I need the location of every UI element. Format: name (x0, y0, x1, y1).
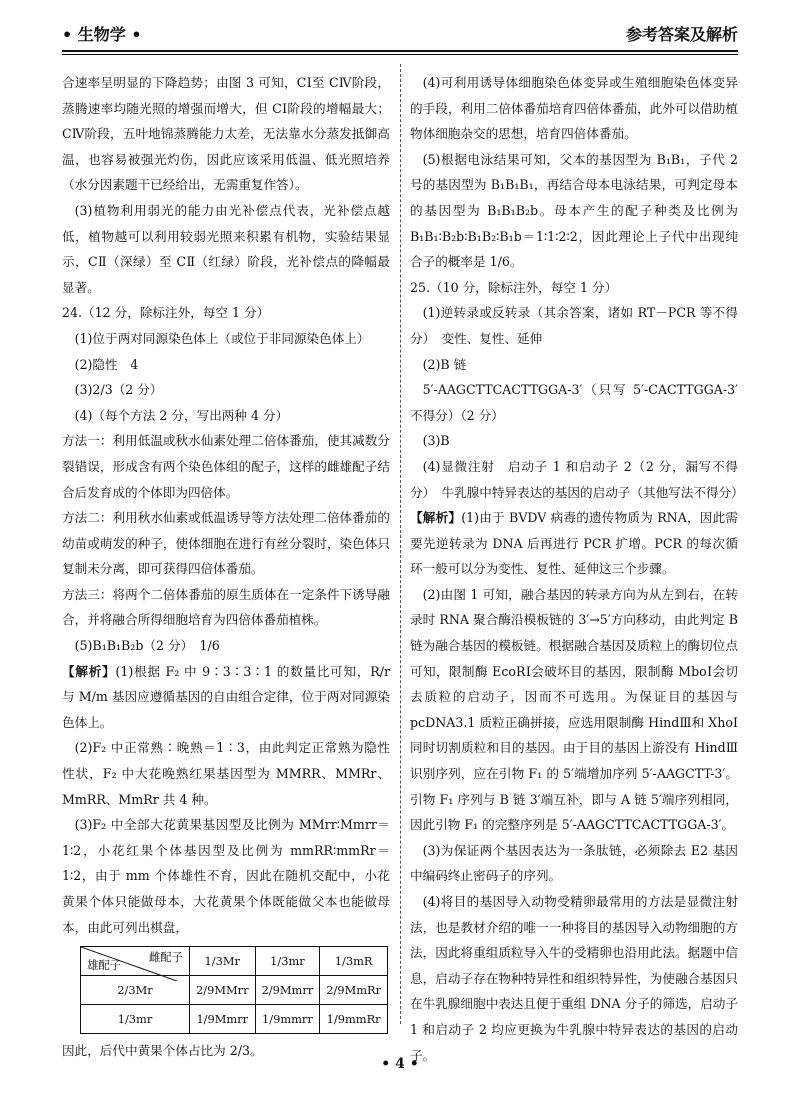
col-header: 1/3mR (320, 947, 388, 976)
table-cell: 1/9mmrr (255, 1005, 320, 1034)
q24-method-1: 方法一：利用低温或秋水仙素处理二倍体番茄，使其减数分裂错误，形成含有两个染色体组的配子，这样的雌雄配子结合后发育成的个体即为四倍体。 (62, 433, 390, 500)
q24-answer-3: (3)2/3（2 分） (74, 382, 163, 398)
analysis-tag: 【解析】 (410, 510, 462, 526)
q25-answer-2: (2)B 链 (422, 356, 467, 372)
q24-analysis-2: (2)F₂ 中正常熟∶晚熟＝1∶3，由此判定正常熟为隐性性状，F₂ 中大花晚熟红果基因型为 MMRR、MMRr、MmRR、MmRr 共 4 种。 (62, 740, 390, 807)
column-divider (400, 64, 401, 1024)
table-cell: 1/9mmRr (320, 1005, 388, 1034)
q25-primer-sequence: 5′-AAGCTTCACTTGGA-3′（只写 5′-CACTTGGA-3′ 不得分）（2 分） (410, 382, 738, 423)
analysis-tag: 【解析】 (62, 663, 116, 679)
table-cell: 2/9Mmrr (255, 976, 320, 1005)
q25-answer-1: (1)逆转录或反转录（其余答案，诸如 RT－PCR 等不得分） 变性、复性、延伸 (410, 305, 738, 346)
q24-analysis-3: (3)F₂ 中全部大花黄果基因型及比例为 MMrr∶Mmrr＝1∶2，小花红果个体基因型及比例为 mmRR∶mmRr＝1∶2，由于 mm 个体雄性不育，因此在随机交配中，小花黄果个体只能做母本，大花黄果个体既能做父本也能做母本，由此可列出棋盘， (62, 817, 390, 935)
q25-answer-4: (4)显微注射 启动子 1 和启动子 2（2 分，漏写不得分） 牛乳腺中特异表达的基因的启动子（其他写法不得分） (410, 458, 744, 500)
row-header: 1/3mr (81, 1005, 190, 1034)
q24-analysis-1: (1)根据 F₂ 中 9∶3∶3∶1 的数量比可知，R/r 与 M/m 基因应遵循基因的自由组合定律，位于两对同源染色体上。 (62, 663, 390, 730)
q23-part3: (3)植物利用弱光的能力由光补偿点代表，光补偿点越低，植物越可以利用较弱光照来积累有机物，实验结果显示，CⅡ（深绿）至 CⅡ（红绿）阶段，光补偿点的降幅最显著。 (62, 202, 390, 295)
header-rule (62, 50, 738, 52)
table-cell: 2/9MmRr (320, 976, 388, 1005)
q25-answer-3: (3)B (422, 433, 450, 449)
q25-title: 25.（10 分，除标注外，每空 1 分） (410, 279, 618, 295)
q24-answer-2: (2)隐性 4 (74, 356, 139, 372)
header-rule-thin (62, 54, 738, 55)
q24-method-2: 方法二：利用秋水仙素或低温诱导等方法处理二倍体番茄的幼苗或萌发的种子，使体细胞在进行有丝分裂时，染色体只复制未分离，即可获得四倍体番茄。 (62, 510, 390, 577)
q25-analysis-4: (4)将目的基因导入动物受精卵最常用的方法是显微注射法，也是教材介绍的唯一一种将目的基因导入动物细胞的方法，因此将重组质粒导入牛的受精卵也沿用此法。据题中信息，启动子存在物种特异性和组织特异性，为使融合基因只在牛乳腺细胞中表达且便于重组 DNA 分子的筛选，启动子 1 和启动子 2 均应更换为牛乳腺中特异表达的基因的启动子。 (410, 894, 738, 1063)
table-cell: 2/9MMrr (190, 976, 256, 1005)
q23-continuation: 合速率呈明显的下降趋势；由图 3 可知，CⅠ至 CⅣ阶段，蒸腾速率均随光照的增强而增大，但 CⅠ阶段的增幅最大；CⅣ阶段，五叶地锦蒸腾能力太差，无法靠水分蒸发抵御高温，也容易被强光灼伤，因此应该采用低温、低光照培养（水分因素题干已经给出，无需重复作答）。 (62, 75, 390, 193)
q25-analysis-3: (3)为保证两个基因表达为一条肽链，必须除去 E2 基因中编码终止密码子的序列。 (410, 842, 738, 884)
page-number: • 4 • (381, 1056, 419, 1072)
q25-analysis-2: (2)由图 1 可知，融合基因的转录方向为从左到右，在转录时 RNA 聚合酶沿模板链的 3′→5′方向移动，由此判定 B 链为融合基因的模板链。根据融合基因及质粒上的酶切位点可知，限制酶 EcoRⅠ会破坏目的基因，限制酶 MboⅠ会切去质粒的启动子，因而不可选用。为保证目的基因与 pcDNA3.1 质粒正确拼接，应选用限制酶 HindⅢ和 XhoⅠ同时切割质粒和目的基因。由于目的基因上游没有 HindⅢ识别序列，应在引物 F₁ 的 5′端增加序列 5′-AAGCTT-3′。引物 F₁ 序列与 B 链 3′端互补，即与 A 链 5′端序列相同，因此引物 F₁ 的完整序列是 5′-AAGCTTCACTTGGA-3′。 (410, 586, 738, 833)
q24-answer-4: (4)（每个方法 2 分，写出两种 4 分） (74, 407, 289, 423)
female-gamete-label: 雌配子 (148, 950, 183, 965)
q24-conclusion: 因此，后代中黄果个体占比为 2/3。 (62, 1043, 263, 1059)
col-header: 1/3Mr (190, 947, 256, 976)
page-header (62, 12, 738, 56)
punnett-square (80, 946, 388, 1034)
table-corner (81, 947, 190, 976)
q24-answer-5: (5)B₁B₁B₂b（2 分） 1/6 (74, 638, 220, 654)
table-cell: 1/9Mmrr (190, 1005, 256, 1034)
right-column (410, 70, 744, 1068)
q25-analysis-1: (1)由于 BVDV 病毒的遗传物质为 RNA，因此需要先逆转录为 DNA 后再进行 PCR 扩增。PCR 的每次循环一般可以分为变性、复性、延伸这三个步骤。 (410, 510, 739, 577)
table-row (81, 1005, 388, 1034)
col-header: 1/3mr (255, 947, 320, 976)
male-gamete-label: 雄配子 (87, 958, 122, 973)
subject-label: • 生物学 • (62, 25, 142, 44)
q24-answer-1: (1)位于两对同源染色体上（或位于非同源染色体上） (74, 330, 370, 346)
q24-analysis-5: (5)根据电泳结果可知，父本的基因型为 B₁B₁，子代 2 号的基因型为 B₁B₁B₁，再结合母本电泳结果，可判定母本的基因型为 B₁B₁B₂b。母本产生的配子种类及比例为 B₁B₁∶B₂b∶B₁B₂∶B₁b＝1∶1∶2∶2，因此理论上子代中出现纯合子的概率是 1/6。 (410, 151, 738, 270)
q24-title: 24.（12 分，除标注外，每空 1 分） (62, 305, 270, 321)
left-column (62, 70, 390, 1064)
row-header: 2/3Mr (81, 976, 190, 1005)
q24-method-3: 方法三：将两个二倍体番茄的原生质体在一定条件下诱导融合，并将融合所得细胞培育为四倍体番茄植株。 (62, 586, 390, 628)
answer-key-title: 参考答案及解析 (625, 25, 738, 44)
q24-analysis-4: (4)可利用诱导体细胞染色体变异或生殖细胞染色体变异的手段，利用二倍体番茄培育四倍体番茄，此外可以借助植物体细胞杂交的思想，培育四倍体番茄。 (410, 75, 738, 142)
